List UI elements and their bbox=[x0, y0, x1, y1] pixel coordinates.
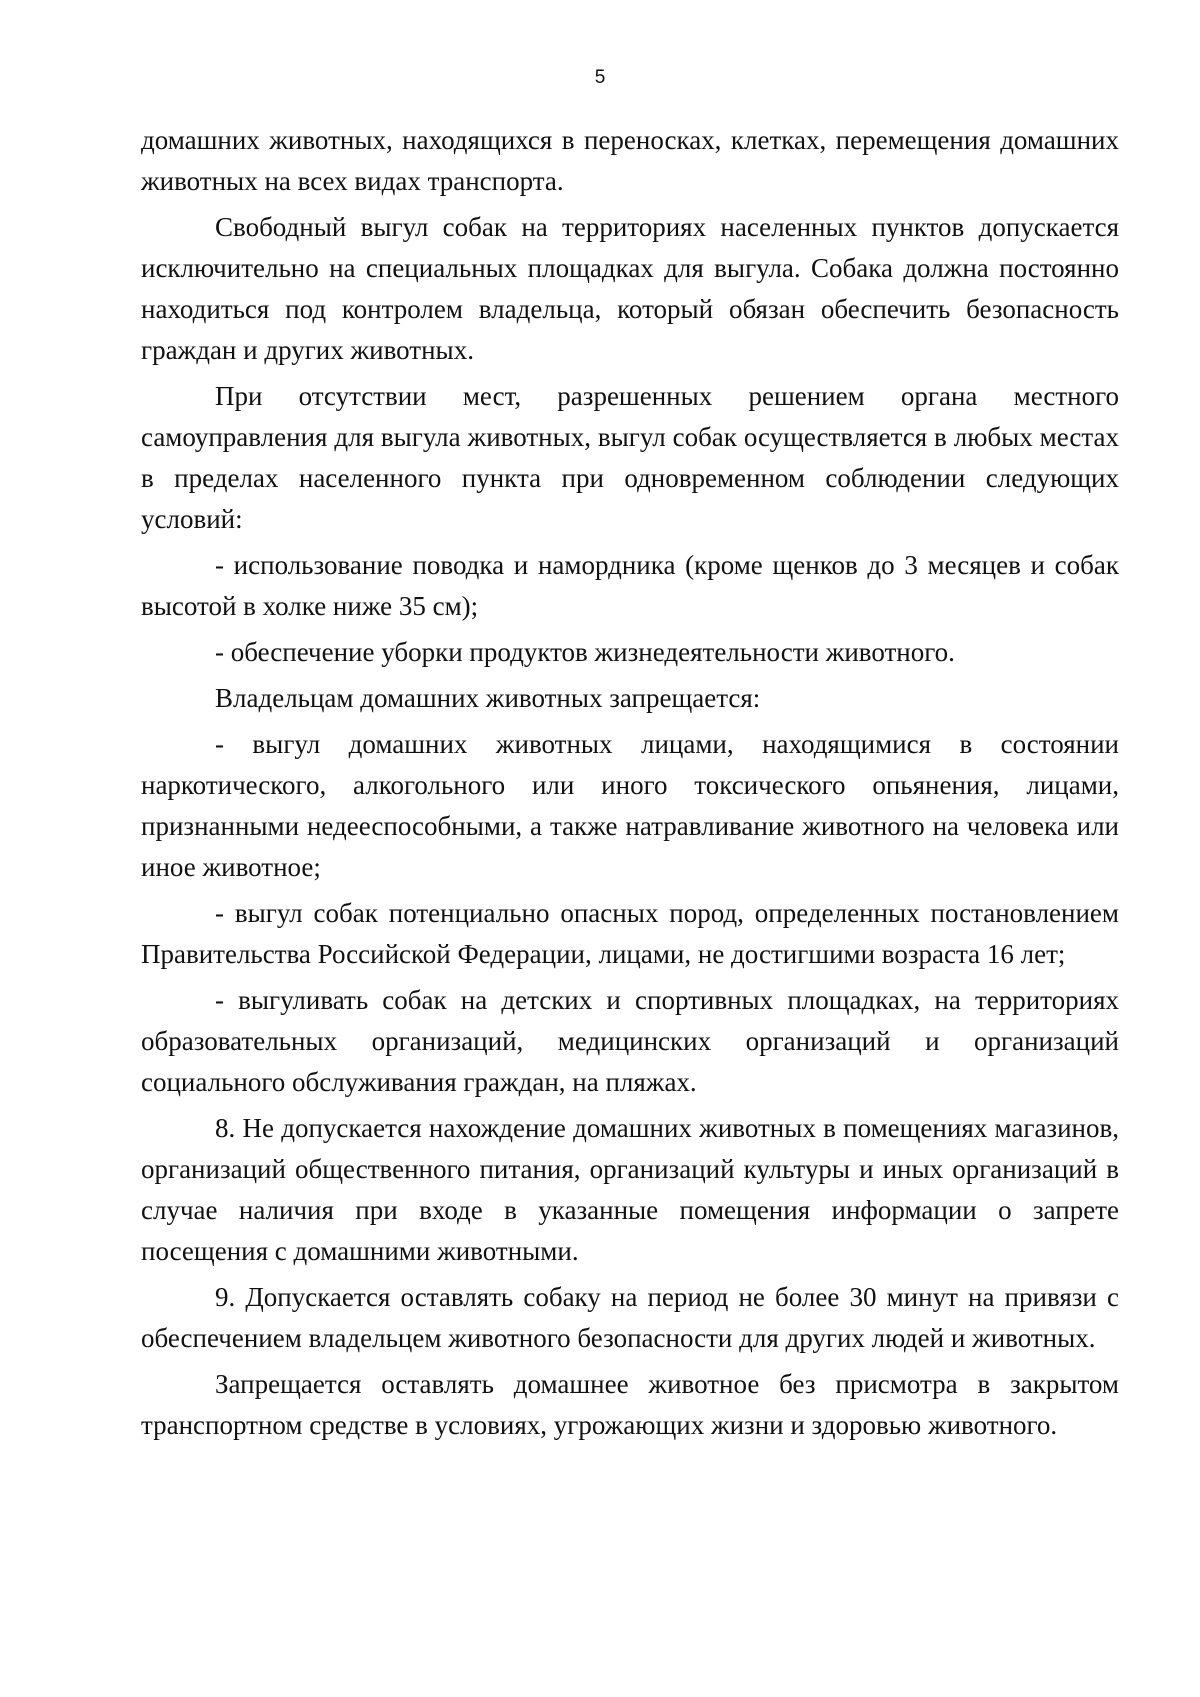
paragraph-free-walking: Свободный выгул собак на территориях населенных пунктов допускается исключительно на специальных площадках для выгула. Собака должна постоянно находиться под контролем владельца, который обязан обеспечить безопасность граждан и других животных. bbox=[141, 212, 1119, 365]
list-item-dangerous-breeds: - выгул собак потенциально опасных пород, определенных постановлением Правительства Российской Федерации, лицами, не достигшими возраста 16 лет; bbox=[141, 898, 1119, 969]
list-item-leash-muzzle: - использование поводка и намордника (кроме щенков до 3 месяцев и собак высотой в холке ниже 35 см); bbox=[141, 550, 1119, 621]
paragraph-vehicle-prohibition: Запрещается оставлять домашнее животное без присмотра в закрытом транспортном средстве в условиях, угрожающих жизни и здоровью животного. bbox=[141, 1369, 1119, 1440]
paragraph-section-9: 9. Допускается оставлять собаку на период не более 30 минут на привязи с обеспечением владельцем животного безопасности для других людей и животных. bbox=[141, 1282, 1119, 1353]
list-item-playgrounds: - выгуливать собак на детских и спортивных площадках, на территориях образовательных организаций, медицинских организаций и организаций социального обслуживания граждан, на пляжах. bbox=[141, 985, 1119, 1097]
list-item-waste-cleanup: - обеспечение уборки продуктов жизнедеятельности животного. bbox=[215, 637, 955, 667]
document-body bbox=[141, 120, 1119, 1446]
paragraph-no-designated-places: При отсутствии мест, разрешенных решением органа местного самоуправления для выгула животных, выгул собак осуществляется в любых местах в пределах населенного пункта при одновременном соблюдении следующих условий: bbox=[141, 381, 1119, 534]
list-item-intoxicated-walking: - выгул домашних животных лицами, находящимися в состоянии наркотического, алкогольного или иного токсического опьянения, лицами, признанными недееспособными, а также натравливание животного на человека или иное животное; bbox=[141, 729, 1119, 882]
paragraph-continuation: домашних животных, находящихся в переносках, клетках, перемещения домашних животных на всех видах транспорта. bbox=[141, 125, 1119, 196]
page-number: 5 bbox=[594, 67, 606, 88]
paragraph-owners-prohibited: Владельцам домашних животных запрещается: bbox=[215, 683, 761, 713]
paragraph-section-8: 8. Не допускается нахождение домашних животных в помещениях магазинов, организаций общественного питания, организаций культуры и иных организаций в случае наличия при входе в указанные помещения информации о запрете посещения с домашними животными. bbox=[141, 1113, 1119, 1266]
